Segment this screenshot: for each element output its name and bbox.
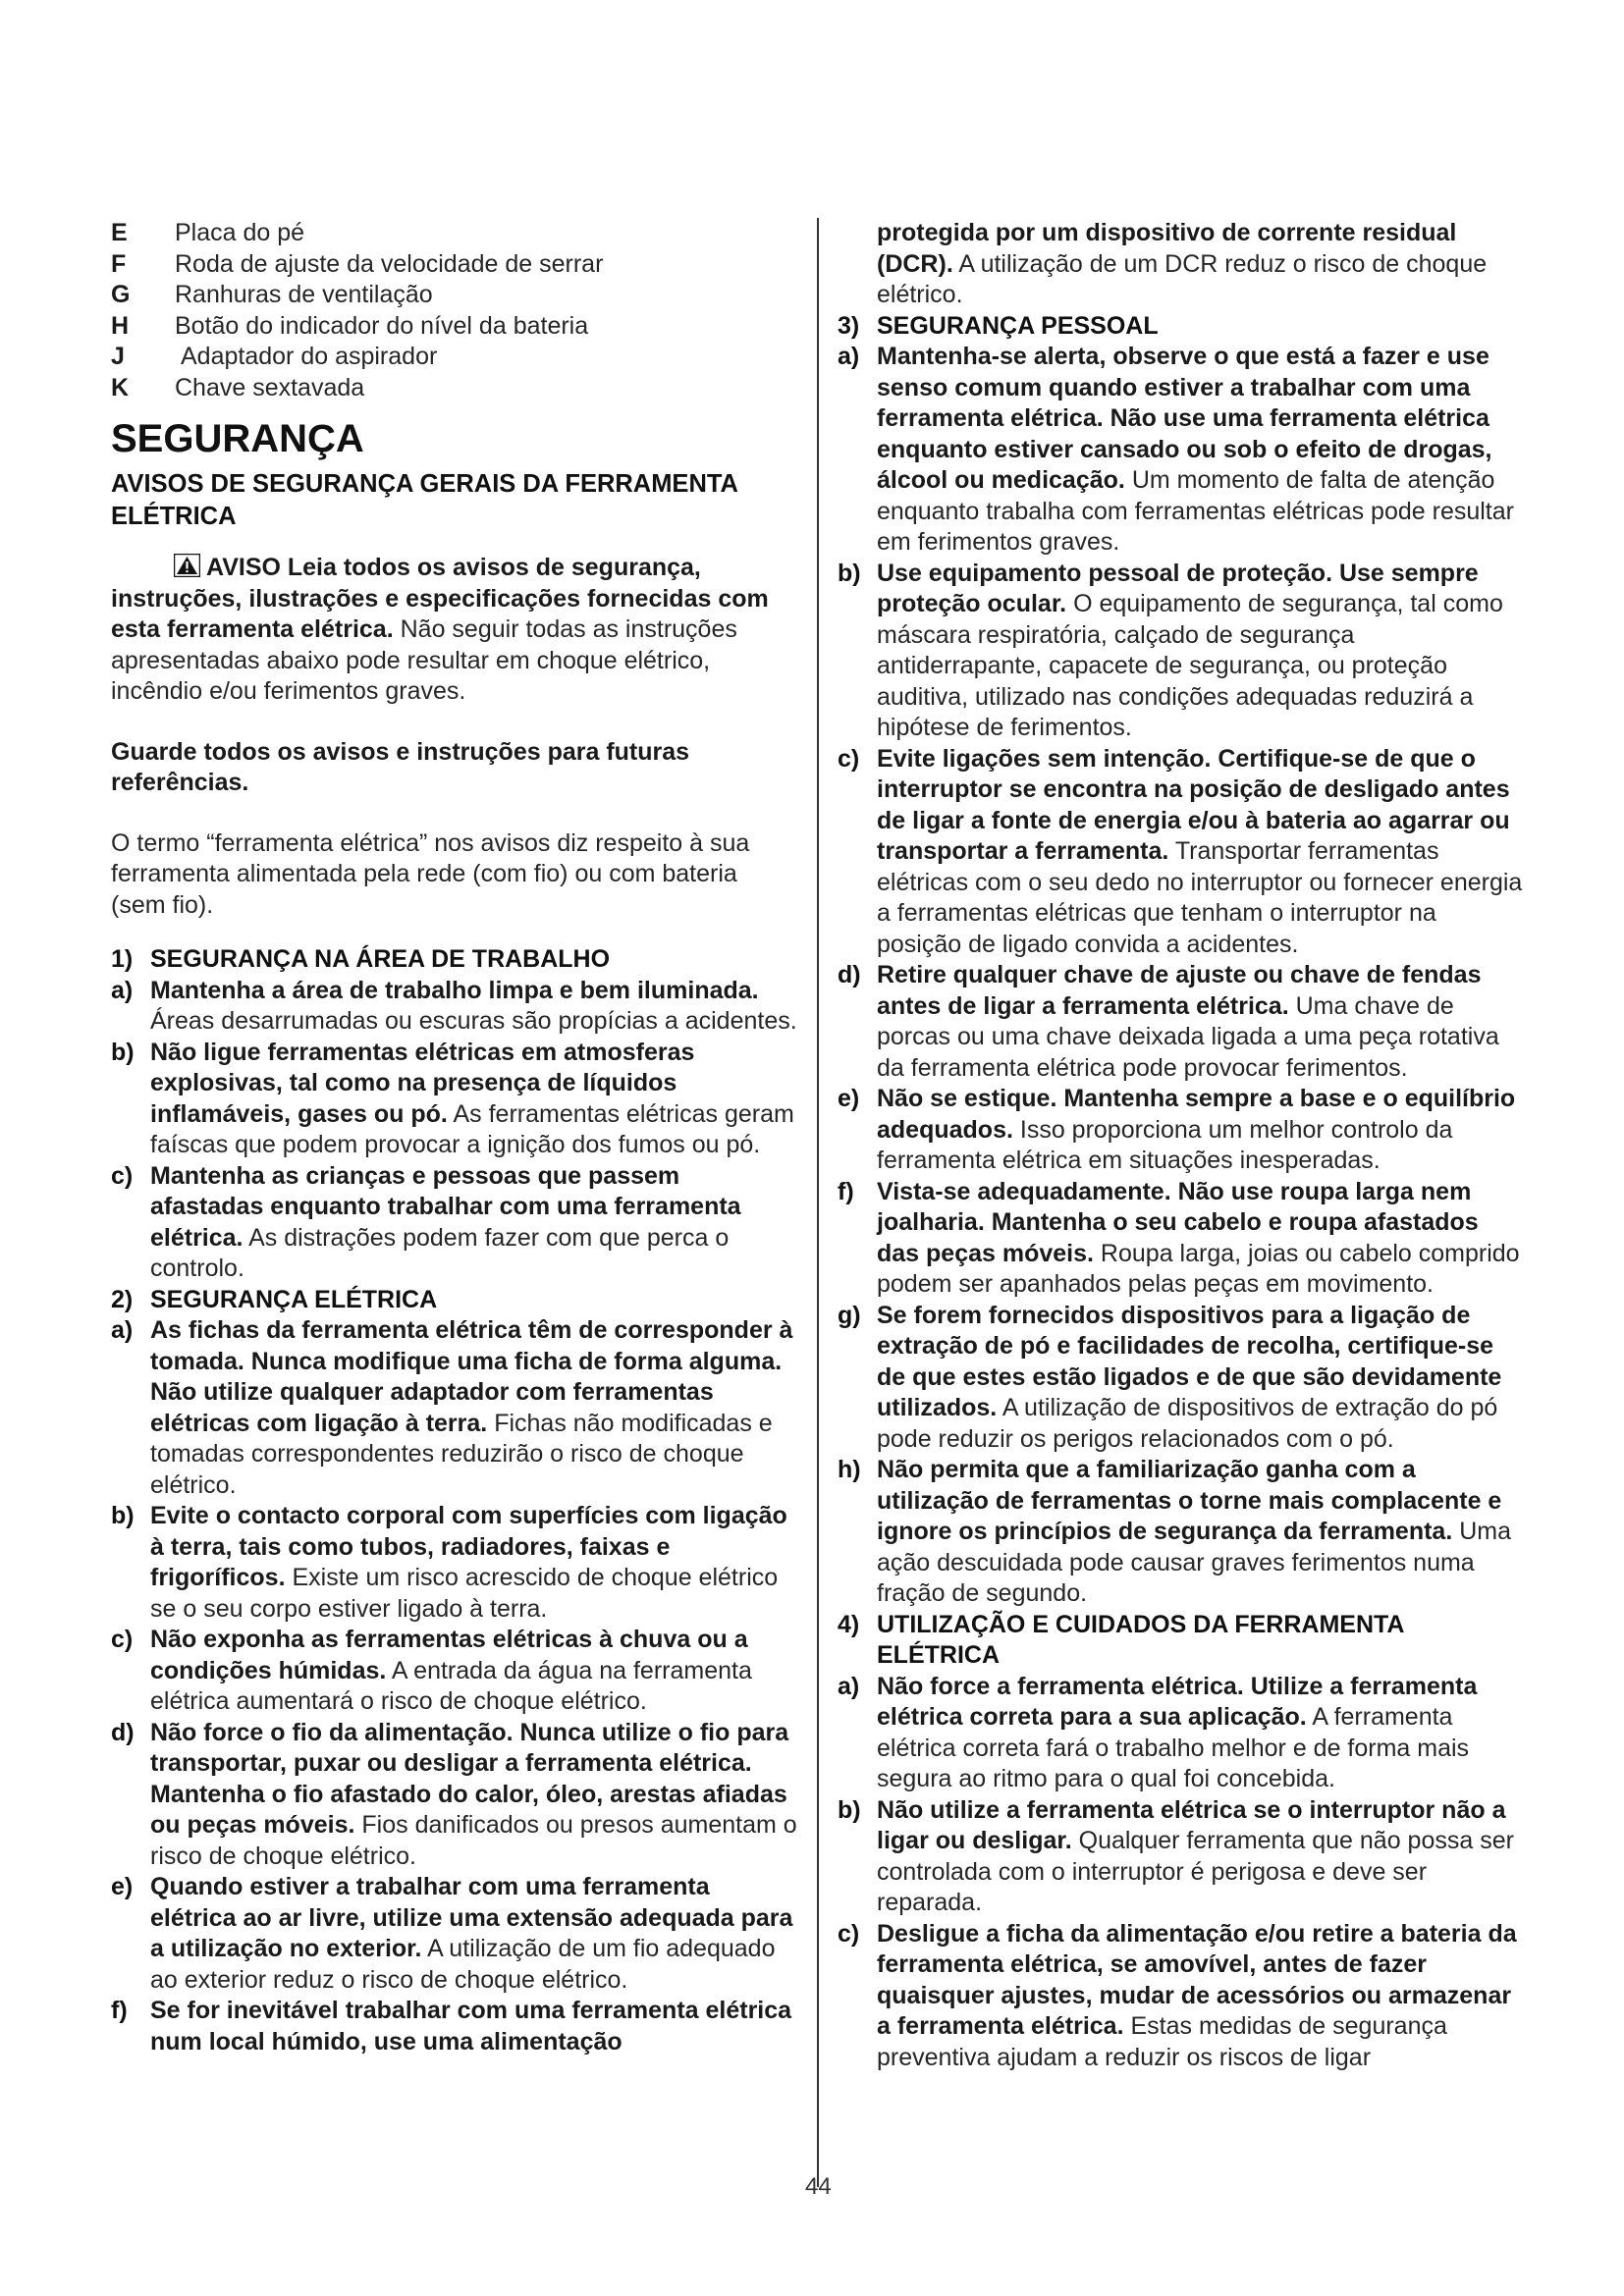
section-subtitle: AVISOS DE SEGURANÇA GERAIS DA FERRAMENTA ELÉTRICA [111,470,738,530]
legend-key: E [111,219,128,246]
legend-item [111,311,798,343]
list-item: f) Vista-se adequadamente. Não use roupa larga nem joalharia. Mantenha o seu cabelo e roupa afastados das peças móveis. Roupa larga, joias ou cabelo comprido podem ser apanhados pelas peças em movimento. [838,1177,1520,1298]
legend-key: H [111,311,130,340]
list-item: d) Não force o fio da alimentação. Nunca utilize o fio para transportar, puxar ou desligar a ferramenta elétrica. Mantenha o fio afastado do calor, óleo, arestas afiadas ou peças móveis. Fios danificados ou presos aumentam o risco de choque elétrico. [111,1718,797,1870]
section-title: SEGURANÇA [111,417,364,460]
right-column [838,218,1525,2073]
list-item: c) Desligue a ficha da alimentação e/ou retire a bateria da ferramenta elétrica, se amovível, antes de fazer quaisquer ajustes, mudar de acessórios ou armazenar a ferramenta elétrica. Estas medidas de segurança preventiva ajudam a reduzir os riscos de ligar [838,1919,1517,2071]
list-item: e) Não se estique. Mantenha sempre a base e o equilíbrio adequados. Isso proporciona um melhor controlo da ferramenta elétrica em situações inesperadas. [838,1085,1516,1174]
section-heading-3: 3) SEGURANÇA PESSOAL [838,311,1159,340]
list-item: a) Mantenha-se alerta, observe o que está a fazer e use senso comum quando estiver a trabalhar com uma ferramenta elétrica. Não use uma ferramenta elétrica enquanto estiver cansado ou sob o efeito de drogas, álcool ou medicação. Um momento de falta de atenção enquanto trabalha com ferramentas elétricas pode resultar em ferimentos graves. [838,343,1514,556]
list-item: e) Quando estiver a trabalhar com uma ferramenta elétrica ao ar livre, utilize uma extensão adequada para a utilização no exterior. A utilização de um fio adequado ao exterior reduz o risco de choque elétrico. [111,1873,793,1994]
list-item: a) As fichas da ferramenta elétrica têm de corresponder à tomada. Nunca modifique uma ficha de forma alguma. Não utilize qualquer adaptador com ferramentas elétricas com ligação à terra. Fichas não modificadas e tomadas correspondentes reduzirão o risco de choque elétrico. [111,1316,793,1499]
term-note: O termo “ferramenta elétrica” nos avisos diz respeito à sua ferramenta alimentada pela rede (com fio) ou com bateria (sem fio). [111,828,750,919]
legend-key: G [111,281,131,308]
legend-item [111,373,798,404]
legend-label: Ranhuras de ventilação [175,281,433,308]
list-item: c) Não exponha as ferramentas elétricas à chuva ou a condições húmidas. A entrada da água na ferramenta elétrica aumentará o risco de choque elétrico. [111,1626,752,1715]
list-item: b) Evite o contacto corporal com superfícies com ligação à terra, tais como tubos, radiadores, faixas e frigoríficos. Existe um risco acrescido de choque elétrico se o seu corpo estiver ligado à terra. [111,1502,787,1623]
warning-text: Não seguir todas as instruções apresentadas abaixo pode resultar em choque elétrico, incêndio e/ou ferimentos graves. [111,615,737,705]
list-item: b) Use equipamento pessoal de proteção. Use sempre proteção ocular. O equipamento de segurança, tal como máscara respiratória, calçado de segurança antiderrapante, capacete de segurança, ou proteção auditiva, utilizado nas condições adequadas reduzirá a hipótese de ferimentos. [838,559,1503,741]
legend-key: J [111,343,125,370]
legend-item [111,280,798,311]
warning-triangle-icon [174,554,200,577]
list-item: a) Não force a ferramenta elétrica. Utilize a ferramenta elétrica correta para a sua aplicação. A ferramenta elétrica correta fará o trabalho melhor e de forma mais segura ao ritmo para o qual foi concebida. [838,1672,1478,1792]
page-number: 44 [805,2173,832,2200]
legend-label: Placa do pé [175,219,305,246]
list-item: c) Mantenha as crianças e pessoas que passem afastadas enquanto trabalhar com uma ferramenta elétrica. As distrações podem fazer com que perca o controlo. [111,1161,741,1282]
list-item: d) Retire qualquer chave de ajuste ou chave de fendas antes de ligar a ferramenta elétrica. Uma chave de porcas ou uma chave deixada ligada a uma peça rotativa da ferramenta elétrica pode provocar ferimentos. [838,961,1499,1082]
section-heading-1: 1) SEGURANÇA NA ÁREA DE TRABALHO [111,945,611,973]
column-divider [817,218,819,2187]
list-item: h) Não permita que a familiarização ganha com a utilização de ferramentas o torne mais complacente e ignore os princípios de segurança da ferramenta. Uma ação descuidada pode causar graves ferimentos numa fração de segundo. [838,1456,1512,1607]
parts-legend [111,218,798,403]
warning-block [111,553,798,708]
legend-label: Roda de ajuste da velocidade de serrar [175,249,604,278]
legend-label: Adaptador do aspirador [181,343,438,370]
section-heading-4: 4) UTILIZAÇÃO E CUIDADOS DA FERRAMENTA ELÉTRICA [838,1610,1404,1669]
legend-key: F [111,249,127,278]
list-item: f) Se for inevitável trabalhar com uma ferramenta elétrica num local húmido, use uma alimentação [111,1997,792,2056]
list-item: g) Se forem fornecidos dispositivos para a ligação de extração de pó e facilidades de recolha, certifique-se de que estes estão ligados e de que são devidamente utilizados. A utilização de dispositivos de extração do pó pode reduzir os perigos relacionados com o pó. [838,1301,1502,1453]
legend-label: Chave sextavada [175,373,365,401]
legend-key: K [111,373,130,401]
legend-item [111,249,798,281]
list-item: b) Não ligue ferramentas elétricas em atmosferas explosivas, tal como na presença de líquidos inflamáveis, gases ou pó. As ferramentas elétricas geram faíscas que podem provocar a ignição dos fumos ou pó. [111,1038,794,1158]
list-item: b) Não utilize a ferramenta elétrica se o interruptor não a ligar ou desligar. Qualquer ferramenta que não possa ser controlada com o interruptor é perigosa e deve ser reparada. [838,1795,1514,1916]
legend-item [111,342,798,373]
warning-bold-text: AVISO Leia todos os avisos de segurança, instruções, ilustrações e especificações fornecidas com esta ferramenta elétrica. [111,554,769,643]
list-item-continued: protegida por um dispositivo de corrente residual (DCR). A utilização de um DCR reduz o risco de choque elétrico. [877,219,1488,308]
list-item: a) Mantenha a área de trabalho limpa e bem iluminada. Áreas desarrumadas ou escuras são propícias a acidentes. [111,976,797,1035]
legend-label: Botão do indicador do nível da bateria [175,311,589,340]
left-column [111,218,798,2057]
legend-item [111,218,798,249]
section-heading-2: 2) SEGURANÇA ELÉTRICA [111,1285,438,1313]
list-item: c) Evite ligações sem intenção. Certifique-se de que o interruptor se encontra na posição de desligado antes de ligar a fonte de energia e/ou à bateria ao agarrar ou transportar a ferramenta. Transportar ferramentas elétricas com o seu dedo no interruptor ou fornecer energia a ferramentas elétricas que tenham o interruptor na posição de ligado convida a acidentes. [838,744,1523,958]
keep-notice: Guarde todos os avisos e instruções para futuras referências. [111,737,690,796]
